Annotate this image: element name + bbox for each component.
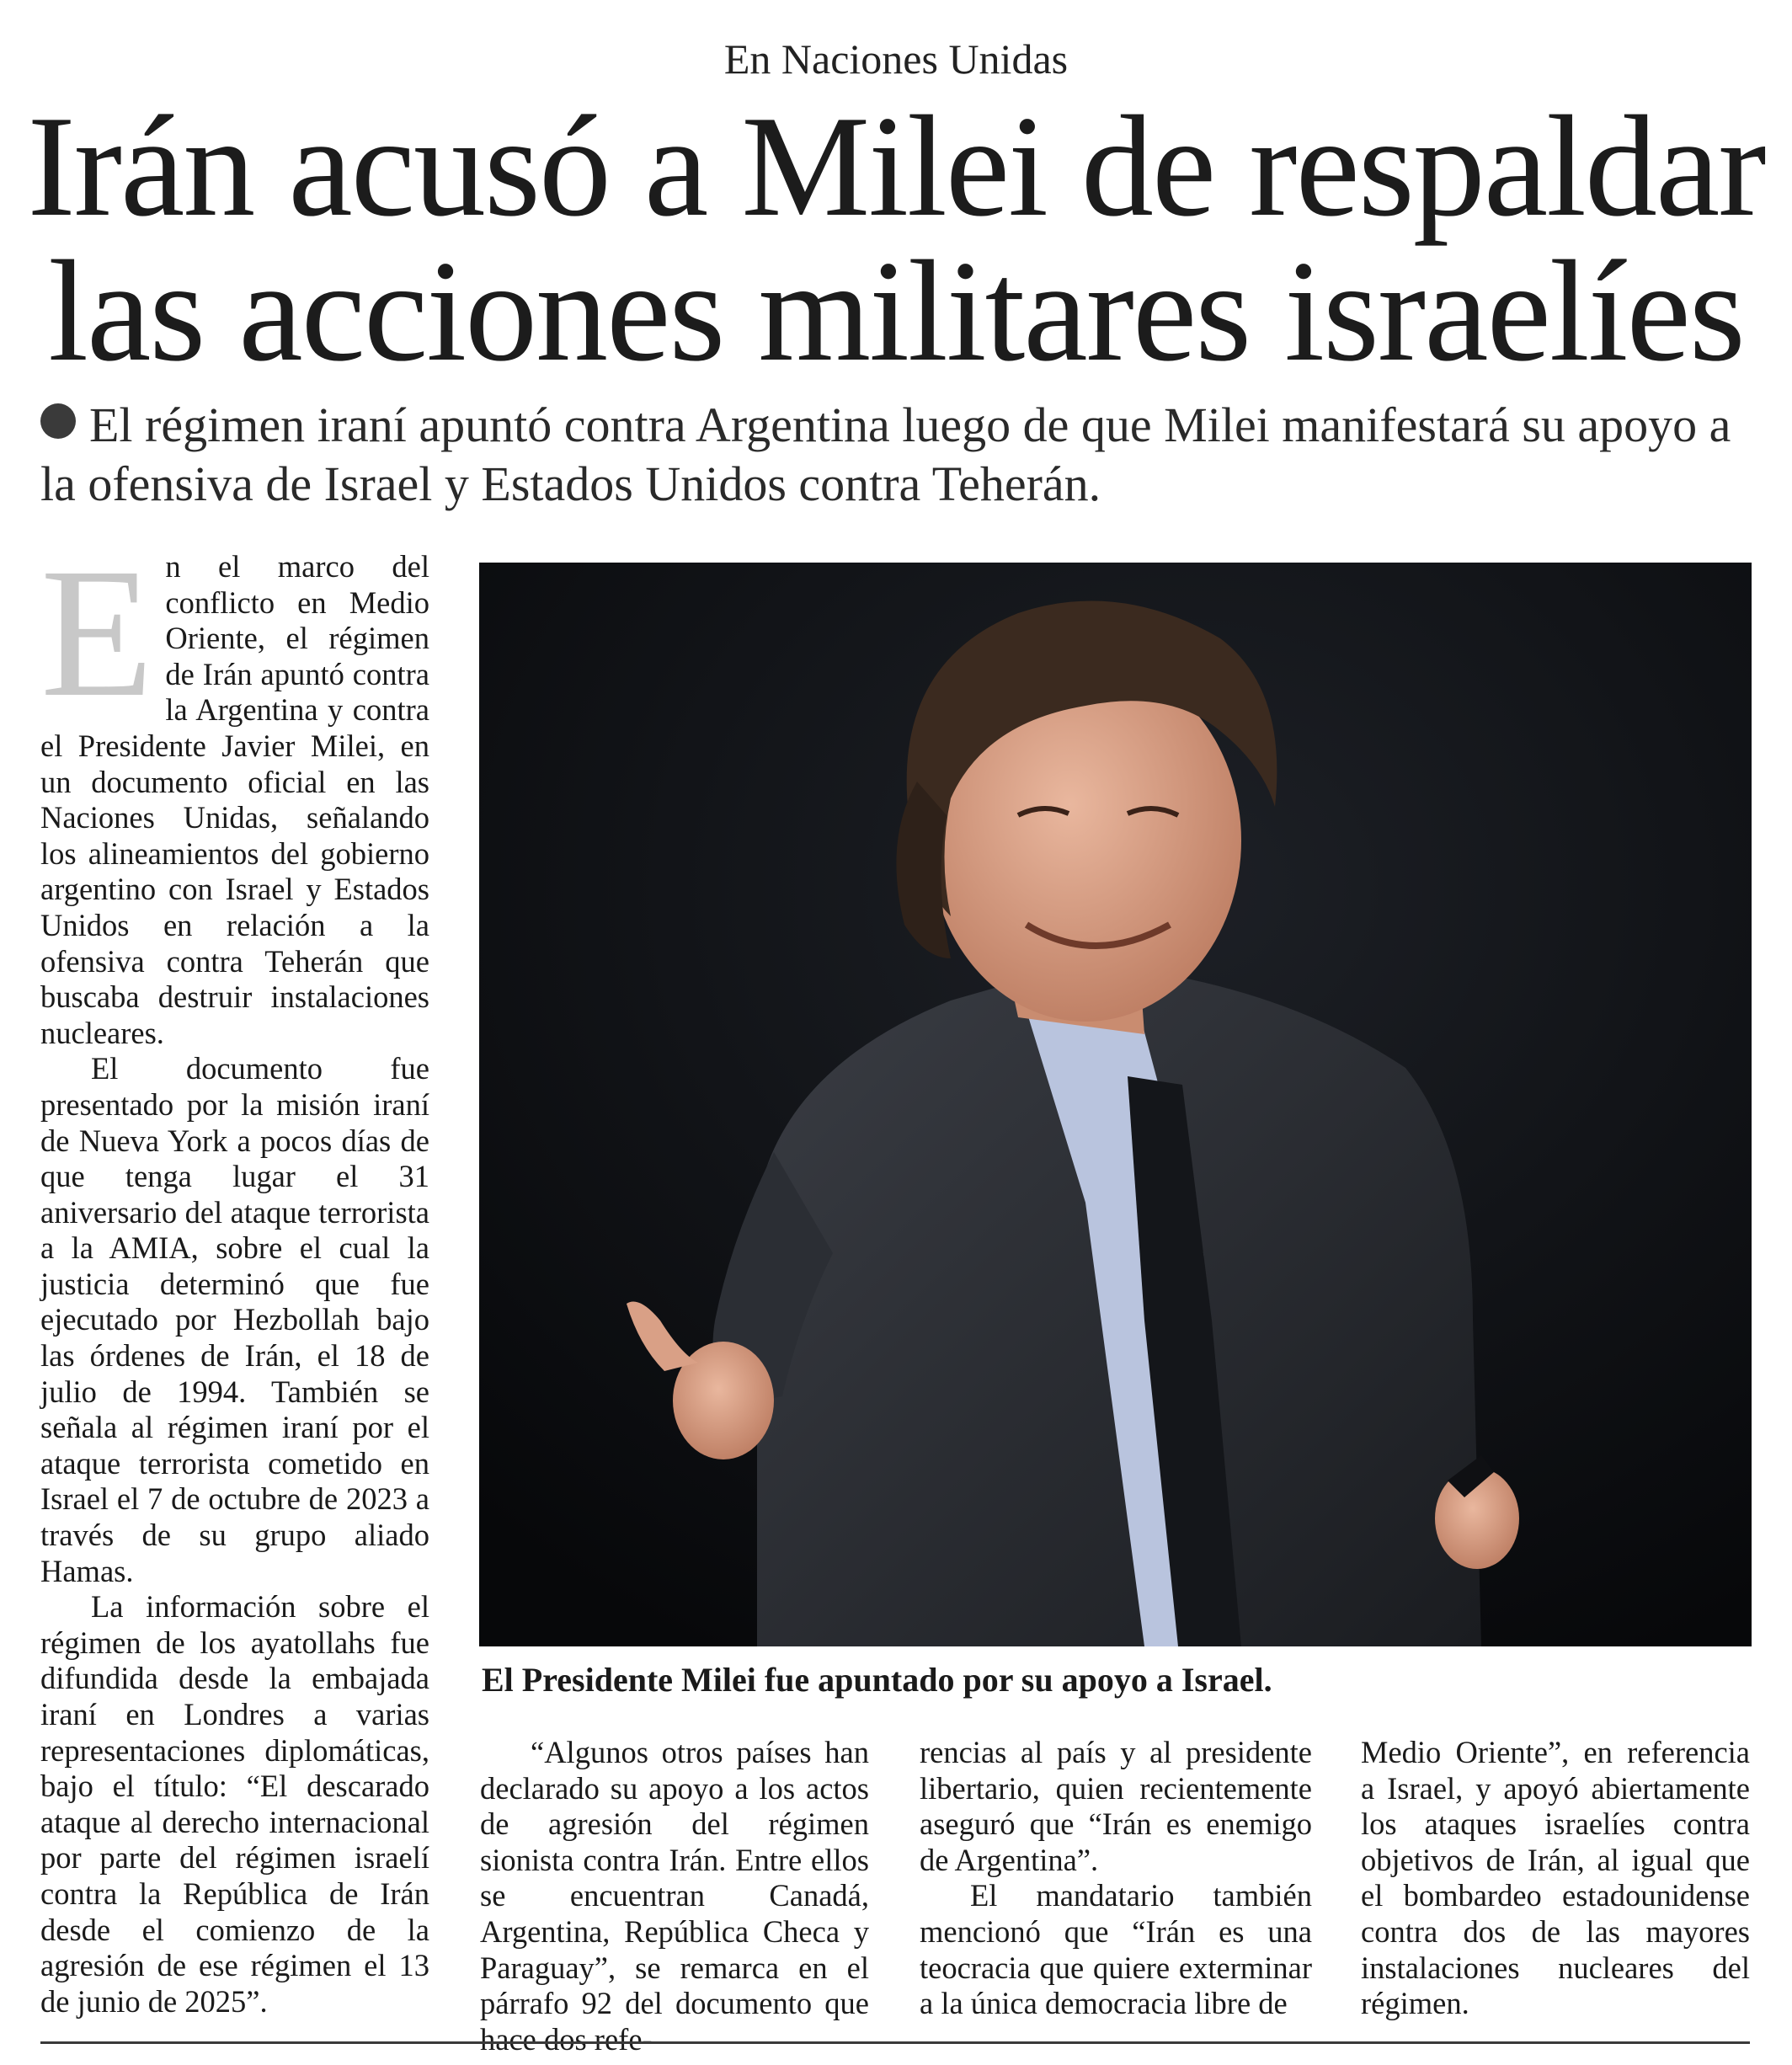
body-paragraph-2: El documento fue presentado por la misión iraní de Nueva York a pocos días de que tenga lugar el 31 aniversario del ataque terrorista a la AMIA, sobre el cual la justicia determinó que fue ejecutado por Hezbollah bajo las órdenes de Irán, el 18 de julio de 1994. También se señala al régimen iraní por el ataque terrorista cometido en Israel el 7 de octubre de 2023 a través de su grupo aliado Hamas. [40, 1051, 429, 1588]
photo-illustration [479, 563, 1752, 1646]
body-paragraph-1-text: n el marco del conflicto en Medio Oriente, el régimen de Irán apuntó contra la Argentina y contra el Presidente Javier Milei, en un documento oficial en las Naciones Unidas, señalando los alineamientos del gobierno argentino con Israel y Estados Unidos en relación a la ofensiva contra Teherán que buscaba destruir instalaciones nucleares. [40, 549, 429, 1050]
body-column-3 [920, 1735, 1312, 2022]
headline [0, 87, 1792, 392]
body-paragraph-3: La información sobre el régimen de los ayatollahs fue difundida desde la embajada iraní en Londres a varias representaciones diplomáticas, bajo el título: “El descarado ataque al derecho internacional por parte del régimen israelí contra la República de Irán desde el comienzo de la agresión de ese régimen el 13 de junio de 2025”. [40, 1589, 429, 2019]
body-paragraph-6: El mandatario también mencionó que “Irán es una teocracia que quiere exterminar a la única democracia libre de [920, 1878, 1312, 2021]
body-column-1 [40, 530, 429, 2020]
subheadline [40, 396, 1758, 514]
bullet-icon [40, 403, 76, 439]
body-column-2 [480, 1735, 869, 2057]
subheadline-text: El régimen iraní apuntó contra Argentina luego de que Milei manifestará su apoyo a la ofensiva de Israel y Estados Unidos contra Teherán. [40, 398, 1731, 511]
body-paragraph-4: “Algunos otros países han declarado su apoyo a los actos de agresión del régimen sionista contra Irán. Entre ellos se encuentran Canadá, Argentina, República Checa y Paraguay”, se remarca en el párrafo 92 del documento que hace dos refe- [480, 1735, 869, 2057]
body-column-4 [1361, 1735, 1750, 2022]
dropcap: E [40, 530, 154, 735]
article-photo [479, 563, 1752, 1646]
headline-line-1: Irán acusó a Milei de respaldar [27, 87, 1765, 247]
photo-caption: El Presidente Milei fue apuntado por su apoyo a Israel. [482, 1661, 1272, 1699]
section-kicker: En Naciones Unidas [723, 35, 1069, 83]
body-paragraph-5: rencias al país y al presidente libertario, quien recientemente aseguró que “Irán es enemigo de Argentina”. [920, 1735, 1312, 1877]
body-paragraph-7: Medio Oriente”, en referencia a Israel, y apoyó abiertamente los ataques israelíes contra objetivos de Irán, al igual que el bombardeo estadounidense contra dos de las mayores instalaciones nucleares del régimen. [1361, 1735, 1750, 2021]
bottom-rule [40, 2041, 1750, 2044]
headline-line-2: las acciones militares israelíes [48, 232, 1744, 392]
body-paragraph-1 [40, 530, 429, 1051]
